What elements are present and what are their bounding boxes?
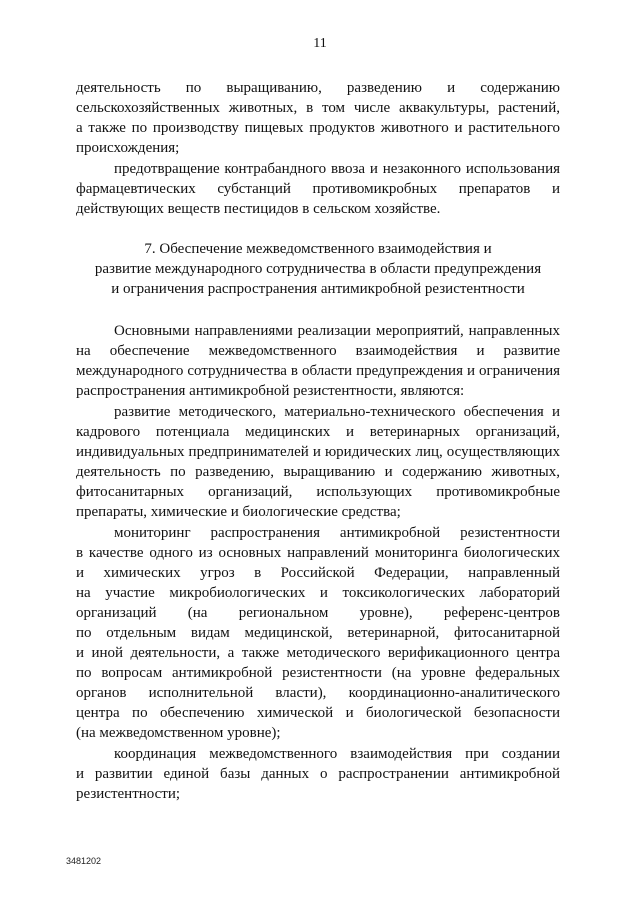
page-number: 11 xyxy=(313,36,327,51)
text-line: происхождения; xyxy=(76,140,180,156)
text-line: предотвращение контрабандного ввоза и незаконного использования xyxy=(114,161,560,177)
text-line: центра по обеспечению химической и биологической безопасности xyxy=(76,705,560,721)
text-line: деятельность по выращиванию, разведению и содержанию xyxy=(76,80,560,96)
text-line: действующих веществ пестицидов в сельском хозяйстве. xyxy=(76,201,441,217)
text-line: деятельность по разведению, выращиванию и содержанию животных, xyxy=(76,464,560,480)
text-line: а также по производству пищевых продуктов животного и растительного xyxy=(76,120,560,136)
text-line: в качестве одного из основных направлений мониторинга биологических xyxy=(76,545,560,561)
text-line: и иной деятельности, а также методического верификационного центра xyxy=(76,645,560,661)
text-line: и химических угроз в Российской Федерации, направленный xyxy=(76,565,560,581)
document-code: 3481202 xyxy=(66,856,102,866)
section-heading-line: 7. Обеспечение межведомственного взаимодействия и xyxy=(144,241,492,257)
text-line: на обеспечение межведомственного взаимодействия и развитие xyxy=(76,343,560,359)
text-line: фармацевтических субстанций противомикробных препаратов и xyxy=(76,181,560,197)
text-line: координация межведомственного взаимодействия при создании xyxy=(114,746,560,762)
text-line: распространения антимикробной резистентности, являются: xyxy=(76,383,465,399)
text-line: мониторинг распространения антимикробной резистентности xyxy=(114,525,560,541)
text-line: развитие методического, материально-технического обеспечения и xyxy=(114,404,560,420)
text-line: кадрового потенциала медицинских и ветеринарных организаций, xyxy=(76,424,560,440)
text-line: (на межведомственном уровне); xyxy=(76,725,281,741)
text-line: на участие микробиологических и токсикологических лабораторий xyxy=(76,585,560,601)
text-line: Основными направлениями реализации мероприятий, направленных xyxy=(114,323,560,339)
text-line: фитосанитарных организаций, использующих противомикробные xyxy=(76,484,560,500)
text-line: организаций (на региональном уровне), референс-центров xyxy=(76,605,560,621)
text-line: индивидуальных предпринимателей и юридических лиц, осуществляющих xyxy=(76,444,560,460)
text-line: международного сотрудничества в области предупреждения и ограничения xyxy=(76,363,560,379)
text-line: по отдельным видам медицинской, ветеринарной, фитосанитарной xyxy=(76,625,560,641)
text-line: по вопросам антимикробной резистентности (на уровне федеральных xyxy=(76,665,560,681)
text-line: препараты, химические и биологические средства; xyxy=(76,504,401,520)
section-heading-line: развитие международного сотрудничества в области предупреждения xyxy=(94,261,542,277)
text-line: сельскохозяйственных животных, в том числе аквакультуры, растений, xyxy=(76,100,560,116)
text-line: органов исполнительной власти), координационно-аналитического xyxy=(76,685,560,701)
text-line: и развитии единой базы данных о распространении антимикробной xyxy=(76,766,560,782)
text-line: резистентности; xyxy=(76,786,181,802)
section-heading-line: и ограничения распространения антимикробной резистентности xyxy=(111,281,525,297)
